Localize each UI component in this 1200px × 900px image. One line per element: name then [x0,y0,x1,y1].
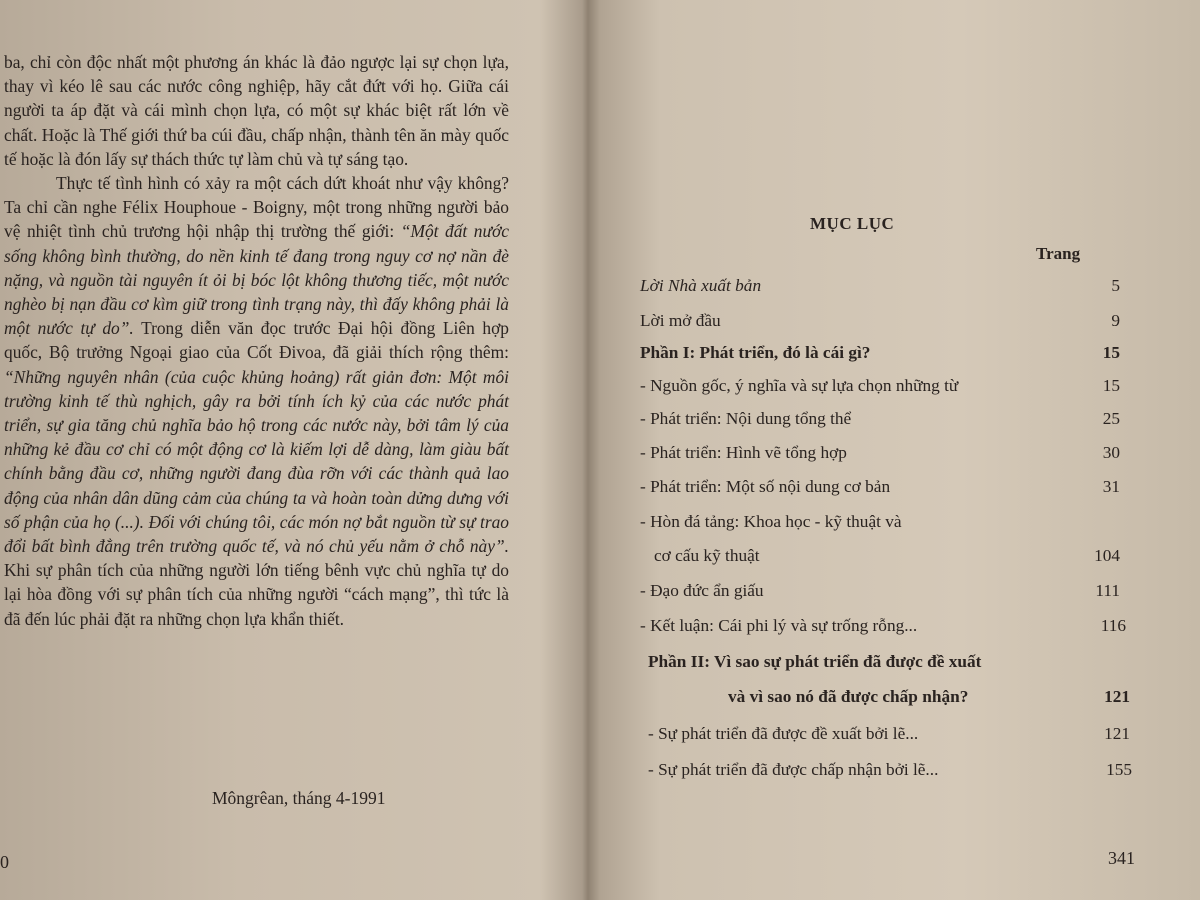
page-number: 0 [0,852,9,872]
toc-entry-label: - Kết luận: Cái phi lý và sự trống rỗng... [640,616,918,635]
paragraph [4,171,509,631]
toc-entry [640,616,1126,642]
toc-entry-page: 155 [1106,760,1132,779]
paragraph-text: Khi sự phân tích của những người lớn tiếng bênh vực chủ nghĩa tự do lại hòa đồng với sự phân tích của những người “cách mạng”, thì tức là đã đến lúc phải đặt ra những chọn lựa khẩn thiết. [4,560,509,629]
toc-entry-page: 31 [1102,477,1120,496]
left-page-body [4,50,509,631]
toc-entry-label: - Nguồn gốc, ý nghĩa và sự lựa chọn những từ [640,376,959,395]
toc-entry [640,512,1120,538]
toc-entry [640,276,1120,302]
toc-entry [640,343,1120,369]
toc-entry-label: - Sự phát triển đã được chấp nhận bởi lẽ... [648,760,939,779]
toc-entry [648,724,1130,750]
toc-entry-page: 121 [1104,687,1130,706]
right-page [588,0,1200,900]
toc-title: MỤC LỤC [810,214,895,233]
toc-entry-page: 111 [1095,581,1120,600]
toc-entry-label: Lời Nhà xuất bản [640,276,762,295]
page-number: 341 [1108,848,1135,868]
toc-entry-label: cơ cấu kỹ thuật [654,546,760,565]
toc-entry-page: 104 [1094,546,1120,565]
left-page [0,0,578,900]
toc-entry-label: - Phát triển: Một số nội dung cơ bản [640,477,891,496]
toc-entry-page: 25 [1102,409,1120,428]
toc-entry-page: 5 [1111,276,1120,295]
signature-line: Môngrêan, tháng 4-1991 [212,788,386,808]
toc-entry [640,311,1120,337]
toc-entry [640,443,1120,469]
toc-entry-label: Phần I: Phát triển, đó là cái gì? [640,343,871,362]
toc-entry-label: - Hòn đá tảng: Khoa học - kỹ thuật và [640,512,902,531]
toc-page-header: Trang [1036,244,1081,263]
toc-entry [640,376,1120,402]
toc-entry [640,581,1120,607]
toc-entry-page: 121 [1104,724,1130,743]
toc-entry-label: - Phát triển: Hình vẽ tổng hợp [640,443,847,462]
toc-entry-label: - Sự phát triển đã được đề xuất bởi lẽ... [648,724,919,743]
quote: “Một đất nước sống không bình thường, do nền kinh tế đang trong nguy cơ nợ nần đè nặng, và nguồn tài nguyên ít ỏi bị bóc lột không thương tiếc, một nước nghèo bị nạn đầu cơ kìm giữ trong tình trạng này, thì đấy không phải là một nước tự do”. [4,221,509,339]
toc-entry-label: - Phát triển: Nội dung tổng thể [640,409,852,428]
toc-entry [728,687,1130,713]
paragraph-text: Thực tế tình hình có xảy ra một cách dứt khoát như vậy không? Ta chỉ cần nghe Félix Houphoue - Boigny, một trong những người bảo vệ nhiệt tình chủ trương hội nhập thị trường thế giới: [4,173,509,242]
paragraph-text: Trong diễn văn đọc trước Đại hội đồng Liên hợp quốc, Bộ trưởng Ngoại giao của Cốt Đivoa, đã giải thích rộng thêm: [4,318,509,363]
toc-entry-label: Phần II: Vì sao sự phát triển đã được đề xuất [648,652,982,671]
toc-entry-label: Lời mở đầu [640,311,721,330]
toc-entry [640,409,1120,435]
toc-entry [654,546,1120,572]
toc-entry [640,477,1120,503]
toc-entry-page: 15 [1102,343,1120,362]
toc-entry-label: và vì sao nó đã được chấp nhận? [728,687,969,706]
paragraph: ba, chỉ còn độc nhất một phương án khác là đảo ngược lại sự chọn lựa, thay vì kéo lê sau các nước công nghiệp, hãy cắt đứt với họ. Giữa cái người ta áp đặt và cái mình chọn lựa, có một sự khác biệt rất lớn về chất. Hoặc là Thế giới thứ ba cúi đầu, chấp nhận, thành tên ăn mày quốc tế hoặc là đón lấy sự thách thức tự làm chủ và tự sáng tạo. [4,52,509,169]
toc-entry-page: 116 [1100,616,1126,635]
toc-entry-page: 30 [1102,443,1120,462]
toc-entry-label: - Đạo đức ẩn giấu [640,581,764,600]
toc-entry [648,652,1128,678]
toc-entry-page: 15 [1102,376,1120,395]
toc-entry-page: 9 [1111,311,1120,330]
quote: “Những nguyên nhân (của cuộc khủng hoảng) rất giản đơn: Một môi trường kinh tế thù nghịch, gây ra bởi tính ích kỷ của các nước phát triển, sự gia tăng chủ nghĩa bảo hộ trong các nước này, bởi tâm lý của những kẻ đầu cơ chỉ có một động cơ là kiếm lợi dễ dàng, làm giàu bất chính bằng đầu cơ, những người đang đùa rỡn với các thành quả lao động của nhân dân dũng cảm của chúng ta và hoàn toàn dửng dưng với số phận của họ (...). Đối với chúng tôi, các món nợ bắt nguồn từ sự trao đổi bất bình đẳng trên trường quốc tế, và nó chủ yếu nằm ở chỗ này”. [4,366,509,557]
toc-entry [648,760,1132,786]
